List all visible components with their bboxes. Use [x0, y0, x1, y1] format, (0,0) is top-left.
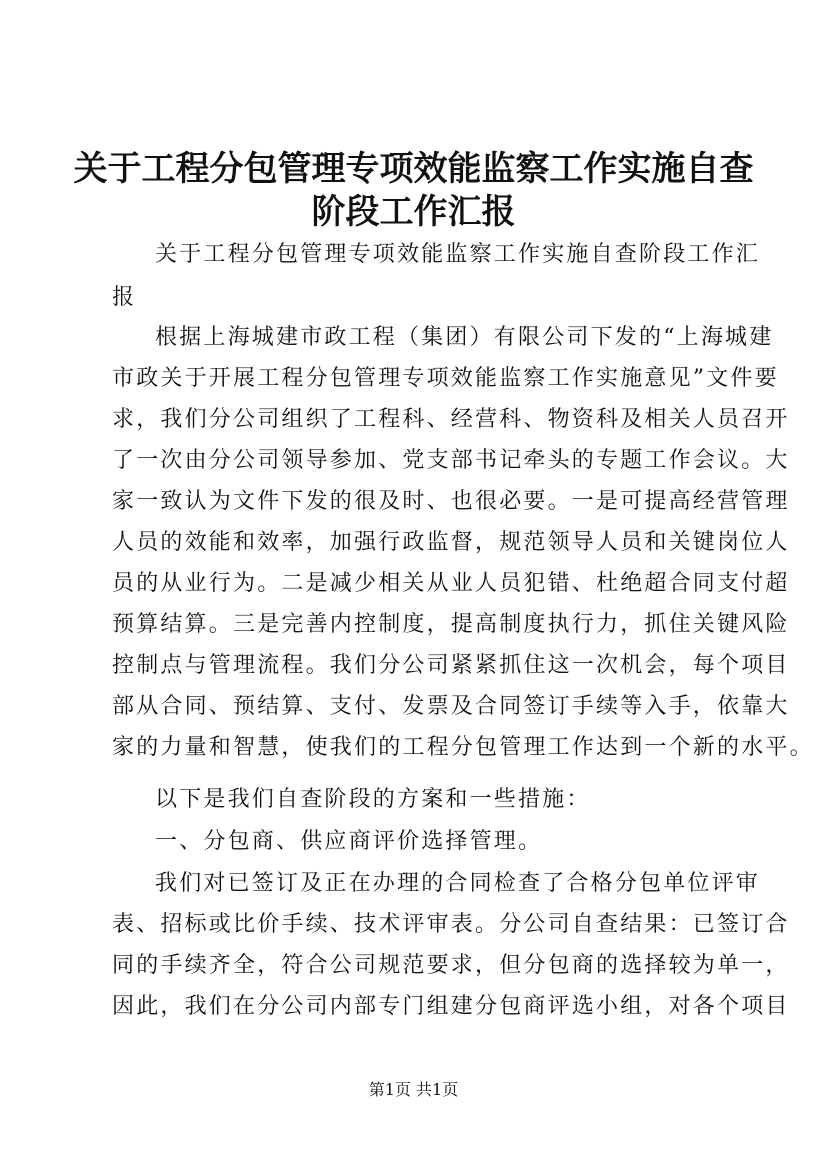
body-line: 根据上海城建市政工程（集团）有限公司下发的“上海城建 — [155, 325, 774, 350]
body-line: 预算结算。三是完善内控制度，提高制度执行力，抓住关键风险 — [112, 612, 790, 637]
body-line: 家的力量和智慧，使我们的工程分包管理工作达到一个新的水平。 — [112, 735, 814, 760]
page-footer: 第1页 共1页 — [368, 1080, 459, 1099]
body-line: 市政关于开展工程分包管理专项效能监察工作实施意见”文件要 — [112, 366, 779, 391]
body-line: 员的从业行为。二是减少相关从业人员犯错、杜绝超合同支付超 — [112, 571, 790, 596]
body-line: 求，我们分公司组织了工程科、经营科、物资科及相关人员召开 — [112, 407, 790, 432]
body-line: 关于工程分包管理专项效能监察工作实施自查阶段工作汇 — [155, 242, 761, 267]
body-line: 报 — [112, 285, 137, 310]
section-heading: 一、分包商、供应商评价选择管理。 — [155, 829, 543, 854]
body-line: 部从合同、预结算、支付、发票及合同签订手续等入手，依靠大 — [112, 694, 790, 719]
body-line: 同的手续齐全，符合公司规范要求，但分包商的选择较为单一， — [112, 953, 790, 978]
body-line: 表、招标或比价手续、技术评审表。分公司自查结果：已签订合 — [112, 912, 790, 937]
document-title-line-2: 阶段工作汇报 — [311, 192, 516, 232]
body-line: 我们对已签订及正在办理的合同检查了合格分包单位评审 — [155, 871, 761, 896]
body-line: 控制点与管理流程。我们分公司紧紧抓住这一次机会，每个项目 — [112, 653, 790, 678]
document-title-line-1: 关于工程分包管理专项效能监察工作实施自查 — [73, 149, 754, 189]
body-line: 了一次由分公司领导参加、党支部书记牵头的专题工作会议。大 — [112, 448, 790, 473]
body-line: 因此，我们在分公司内部专门组建分包商评选小组，对各个项目 — [112, 994, 790, 1019]
body-line: 人员的效能和效率，加强行政监督，规范领导人员和关键岗位人 — [112, 530, 790, 555]
body-line: 家一致认为文件下发的很及时、也很必要。一是可提高经营管理 — [112, 489, 790, 514]
body-line: 以下是我们自查阶段的方案和一些措施： — [155, 787, 591, 812]
